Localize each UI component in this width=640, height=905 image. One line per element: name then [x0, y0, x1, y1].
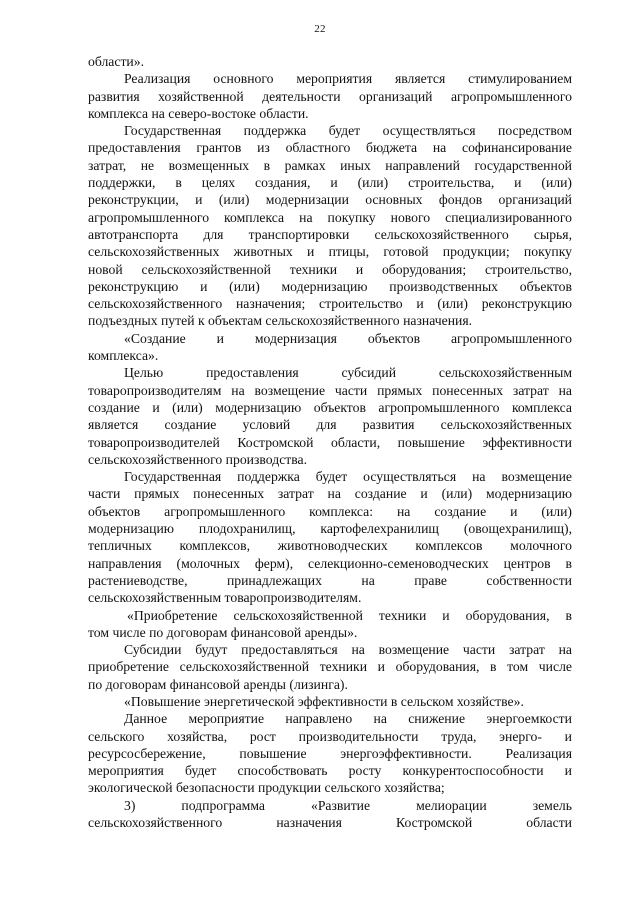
- text-line: является создание условий для развития сельскохозяйственных: [88, 417, 572, 433]
- text-line: сельскохозяйственного назначения Костромской области: [88, 815, 572, 831]
- text-line: мероприятия будет способствовать росту конкурентоспособности и: [88, 763, 572, 779]
- text-line: Государственная поддержка будет осуществляться на возмещение: [124, 469, 572, 485]
- text-line: Государственная поддержка будет осуществляться посредством: [124, 123, 572, 139]
- text-line: модернизацию плодохранилищ, картофелехранилищ (овощехранилищ),: [88, 521, 572, 537]
- text-line: «Создание и модернизация объектов агропромышленного: [124, 330, 572, 346]
- text-line: поддержки, в целях создания, и (или) строительства, и (или): [88, 175, 572, 191]
- text-line: том числе по договорам финансовой аренды».: [88, 624, 358, 640]
- text-line: сельскохозяйственного производства.: [88, 451, 308, 467]
- text-line: Субсидии будут предоставляться на возмещение части затрат на: [124, 642, 572, 658]
- body-text: [88, 53, 572, 831]
- text-line: Реализация основного мероприятия является стимулированием: [124, 71, 572, 87]
- text-line: тепличных комплексов, животноводческих комплексов молочного: [88, 538, 572, 554]
- page-number: 22: [314, 23, 326, 35]
- text-line: подъездных путей к объектам сельскохозяйственного назначения.: [88, 313, 473, 329]
- text-line: реконструкцию и (или) модернизацию производственных объектов: [88, 278, 572, 294]
- text-line: развития хозяйственной деятельности организаций агропромышленного: [88, 88, 572, 104]
- text-line: «Повышение энергетической эффективности в сельском хозяйстве».: [124, 693, 524, 709]
- text-line: товаропроизводителям на возмещение части прямых понесенных затрат на: [88, 382, 572, 398]
- text-line: комплекса на северо-востоке области.: [88, 105, 309, 121]
- text-line: автотранспорта для транспортировки сельскохозяйственного сырья,: [88, 226, 572, 242]
- text-line: предоставления грантов из областного бюджета на софинансирование: [88, 140, 572, 156]
- text-line: Целью предоставления субсидий сельскохозяйственным: [124, 365, 572, 381]
- text-line: 3) подпрограмма «Развитие мелиорации земель: [124, 797, 572, 813]
- text-line: «Приобретение сельскохозяйственной техники и оборудования, в: [127, 607, 572, 623]
- text-line: направления (молочных ферм), селекционно-семеноводческих центров в: [88, 555, 572, 571]
- text-line: по договорам финансовой аренды (лизинга).: [88, 676, 348, 692]
- text-line: создание и (или) модернизацию объектов агропромышленного комплекса: [88, 399, 572, 415]
- text-line: сельскохозяйственного назначения; строительство и (или) реконструкцию: [88, 296, 572, 312]
- text-line: товаропроизводителей Костромской области, повышение эффективности: [88, 434, 572, 450]
- text-line: комплекса».: [88, 348, 159, 364]
- text-line: приобретение сельскохозяйственной техники и оборудования, в том числе: [88, 659, 572, 675]
- text-line: области».: [88, 54, 145, 69]
- text-line: сельского хозяйства, рост производительности труда, энерго- и: [88, 728, 572, 744]
- text-line: объектов агропромышленного комплекса: на создание и (или): [88, 503, 572, 519]
- text-line: растениеводстве, принадлежащих на праве собственности: [88, 572, 572, 588]
- text-line: сельскохозяйственным товаропроизводителям.: [88, 590, 362, 606]
- text-line: Данное мероприятие направлено на снижение энергоемкости: [124, 711, 572, 727]
- text-line: агропромышленного комплекса на покупку нового специализированного: [88, 209, 572, 225]
- text-line: затрат, не возмещенных в рамках иных направлений государственной: [88, 157, 572, 173]
- text-line: части прямых понесенных затрат на создание и (или) модернизацию: [88, 486, 572, 502]
- text-line: ресурсосбережение, повышение энергоэффективности. Реализация: [88, 745, 572, 761]
- text-line: новой сельскохозяйственной техники и оборудования; строительство,: [88, 261, 572, 277]
- text-line: экологической безопасности продукции сельского хозяйства;: [88, 780, 445, 796]
- text-line: реконструкции, и (или) модернизации основных фондов организаций: [88, 192, 572, 208]
- text-line: сельскохозяйственных животных и птицы, готовой продукции; покупку: [88, 244, 572, 260]
